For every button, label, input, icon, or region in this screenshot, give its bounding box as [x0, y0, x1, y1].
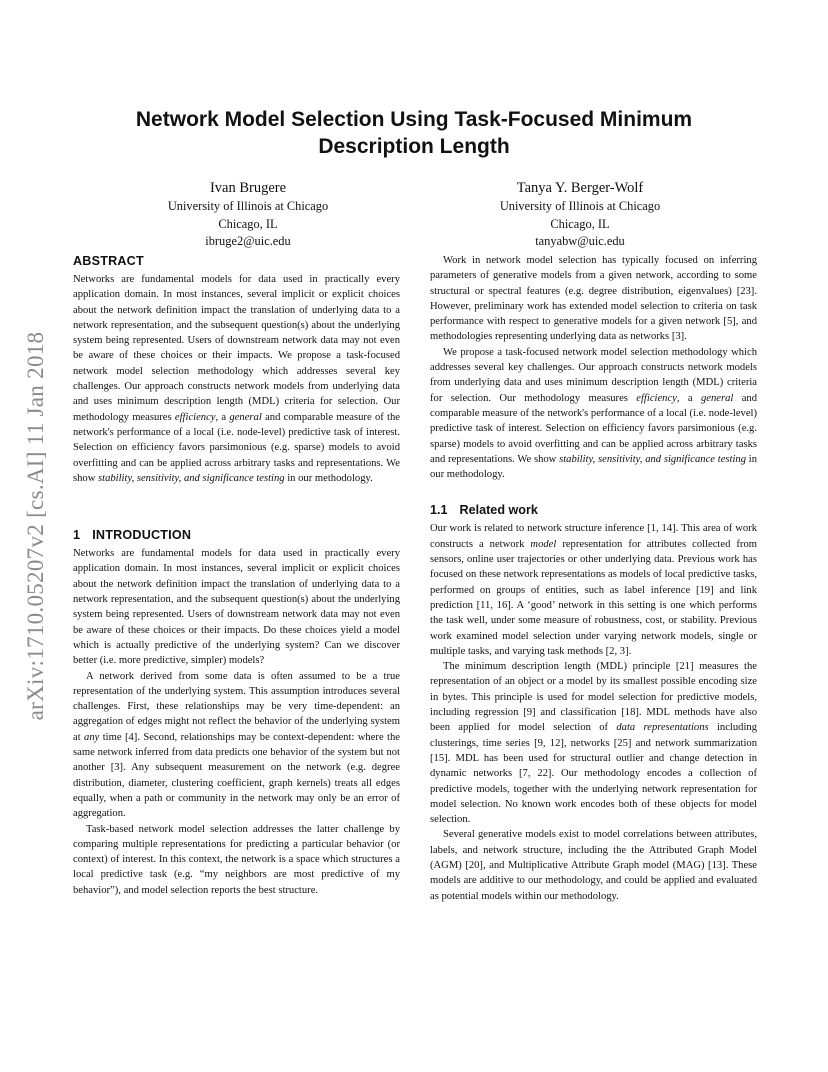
right-paragraph-2: [430, 345, 757, 483]
author-email: ibruge2@uic.edu: [205, 234, 291, 248]
related-work-heading: [430, 502, 757, 518]
arxiv-identifier-stamp: [16, 296, 56, 756]
section-title: INTRODUCTION: [92, 528, 192, 543]
related-paragraph-3: Several generative models exist to model correlations between attributes, labels, and network structure, including the the Attributed Graph Model (AGM) [20], and Multiplicative Attribute Graph model (MAG) [13]. These models are additive to our methodology, and could be applied and evaluated as potential models within our methodology.: [430, 829, 757, 902]
paragraph-text: Our work is related to network structure inference [1, 14]. This area of work constructs a network: [430, 523, 757, 550]
paragraph-text: The minimum description length (MDL) principle [21] measures the representation of an object or a model by its smallest possible encoding size in bytes. This principle is used for model selection for predictive models, including regression [9] and classification [18]. MDL methods have also been applied for model selection of: [430, 661, 757, 734]
right-paragraph-1: Work in network model selection has typically focused on inferring parameters of generative models from a given network, according to some structural or spectral features (e.g. degree distribution, eigenvalues) [23]. However, preliminary work has extended model selection to criteria on task performance with respect to generative models for a given network [5], and methodologies representing underlying data as networks [3].: [430, 255, 757, 343]
right-column: [430, 253, 757, 904]
author-affiliation: University of Illinois at Chicago: [499, 199, 661, 213]
related-paragraph-2: [430, 659, 757, 827]
abstract-paragraph: [73, 272, 400, 486]
abstract-emphasis: efficiency: [174, 411, 216, 423]
abstract-text: , a: [215, 411, 230, 423]
paragraph-emphasis: model: [530, 538, 557, 550]
author-name: Tanya Y. Berger-Wolf: [516, 180, 644, 196]
author-block-1: [98, 179, 398, 251]
paragraph-text: in our methodology.: [430, 453, 757, 481]
left-column: [73, 253, 400, 898]
paragraph-text: representation for attributes collected from sensors, online user trajectories or other underlying data. Previous work has focused on these network representations as models of local predictive tasks, performed on groups of entities, such as label inference [19] and link prediction [11, 16]. A ‘good’ network in this setting is one which performs the task well, under some measure of robustness, cost, or stability. Previous work examined model selection under varying network models, single or multiple tasks, and varying task methods [2, 3].: [430, 538, 757, 657]
author-name: Ivan Brugere: [209, 180, 287, 196]
author-affiliation: University of Illinois at Chicago: [167, 199, 329, 213]
abstract-emphasis: general: [229, 411, 262, 423]
paragraph-emphasis: general: [700, 392, 734, 404]
related-paragraph-1: [430, 521, 757, 659]
abstract-heading: ABSTRACT: [73, 254, 144, 268]
intro-paragraph-2: [73, 669, 400, 822]
paper-title: Network Model Selection Using Task-Focused Minimum Description Length: [135, 108, 693, 158]
abstract-text: Networks are fundamental models for data used in practically every application domain. In most instances, several implicit or explicit choices about the network definition impact the translation of underlying data to a network representation, and the subsequent question(s) about the underlying system being represented. Users of downstream network data may not even be aware of these choices or their impacts. We propose a task-focused network model selection methodology which addresses several key challenges. Our approach constructs network models from underlying data and uses minimum description length (MDL) criteria for selection. Our methodology measures: [73, 274, 400, 423]
intro-paragraph-1: Networks are fundamental models for data used in practically every application domain. In most instances, several implicit or explicit choices about the network definition impact the translation of underlying data to a network representation, and the subsequent question(s) about the underlying system being represented. Users of downstream network data may not even be aware of these choices or their impacts. Do these choices yield a model which is actually predictive of the underlying system? Can we discover better (i.e. more predictive, simpler) models?: [73, 548, 400, 667]
abstract-text: and comparable measure of the network's performance of a local (i.e. node-level) predictive task of interest. Selection on efficiency favors parsimonious (e.g. sparse) models to avoid overfitting and can be applied across arbitrary tasks and representations. We show: [73, 411, 400, 484]
paragraph-emphasis: any: [84, 731, 100, 743]
paragraph-emphasis: stability, sensitivity, and significance testing: [559, 453, 747, 465]
section-number: 1.1: [430, 503, 448, 518]
paragraph-emphasis: data representations: [616, 722, 709, 734]
abstract-emphasis: stability, sensitivity, and significance testing: [98, 472, 285, 484]
section-number: 1: [73, 528, 81, 543]
author-location: Chicago, IL: [550, 216, 610, 231]
author-block-2: [430, 179, 730, 251]
paragraph-text: A network derived from some data is often assumed to be a true representation of the underlying system. This assumption introduces several challenges. First, these relationships may be very time-dependent: an aggregation of edges might not reflect the behavior of the underlying system at: [73, 670, 400, 743]
author-location: Chicago, IL: [218, 216, 278, 231]
paragraph-text: including clusterings, time series [9, 12], networks [25] and network summarization [15]. MDL has been used for structural outlier and change detection in dynamic networks [7, 22]. Our methodology encodes a collection of predictive models, together with the underlying network representation for model selection. No known work encodes both of these objects for model selection.: [430, 722, 757, 826]
paragraph-text: and comparable measure of the network's performance of a local (i.e. node-level) predictive task of interest. Selection on efficiency favors parsimonious (e.g. sparse) models to avoid overfitting and can be applied across arbitrary tasks and representations. We show: [430, 392, 757, 465]
paragraph-text: We propose a task-focused network model selection methodology which addresses several key challenges. Our approach constructs network models from underlying data and uses minimum description length (MDL) criteria for selection. Our methodology measures: [430, 346, 757, 404]
section-title: Related work: [459, 503, 538, 518]
abstract-text: in our methodology.: [284, 472, 373, 484]
arxiv-stamp-text: arXiv:1710.05207v2 [cs.AI] 11 Jan 2018: [23, 331, 48, 721]
paragraph-text: , a: [676, 392, 701, 404]
paragraph-text: time [4]. Second, relationships may be context-dependent: where the same network inferred from data predicts one behavior of the system but not another [3]. Any subsequent measurement on the network (e.g. degree distribution, diameter, clustering coefficient, graph kernels) treats all edges equally, when a path or community in the network may only be an error of aggregation.: [73, 731, 400, 820]
author-email: tanyabw@uic.edu: [535, 234, 625, 248]
intro-paragraph-3: Task-based network model selection addresses the latter challenge by comparing multiple representations for predicting a particular behavior (or context) of interest. In this context, the network is a space which structures a local predictive task (e.g. “my neighbors are most predictive of my behavior”), and model selection reports the best structure.: [73, 823, 400, 896]
paragraph-emphasis: efficiency: [636, 392, 677, 404]
introduction-heading: [73, 527, 400, 543]
